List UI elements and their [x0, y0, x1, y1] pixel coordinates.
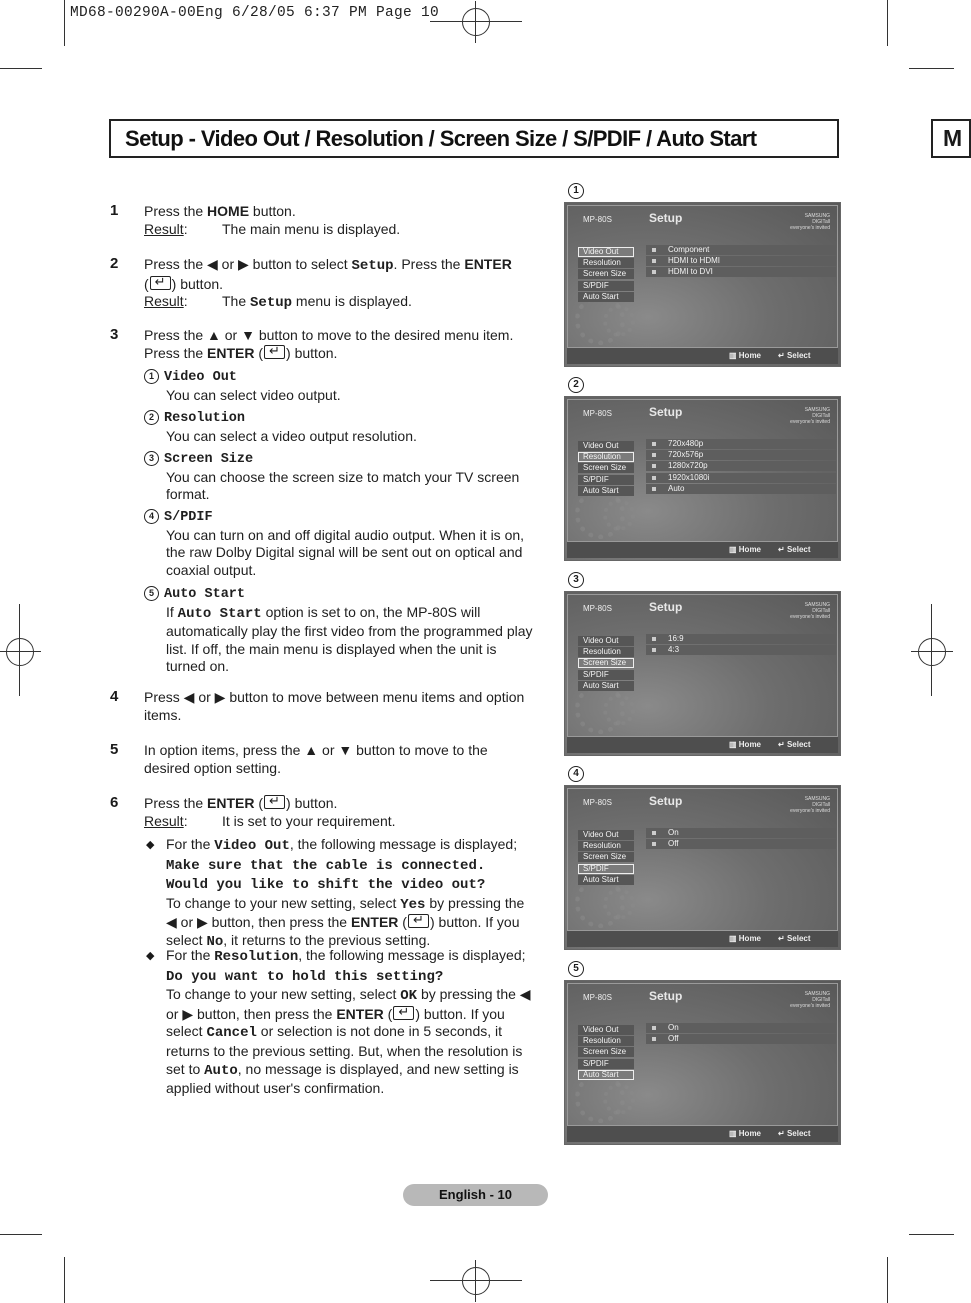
screen-option-item[interactable]: Off [646, 1034, 836, 1044]
screen-menu-item[interactable]: Screen Size [578, 269, 634, 279]
screen-menu-item[interactable]: Screen Size [578, 1047, 634, 1057]
crop-mark [0, 68, 42, 69]
circled-number-icon: 1 [568, 183, 584, 199]
step-number: 6 [110, 794, 119, 811]
screen-model: MP-80S [583, 604, 612, 613]
screen-label [568, 959, 589, 977]
select-hint: ↵ Select [778, 934, 811, 943]
screen-options [646, 828, 836, 850]
print-header: MD68-00290A-00Eng 6/28/05 6:37 PM Page 10 [70, 5, 440, 21]
screen-label [568, 375, 589, 393]
screen-menu [578, 636, 634, 692]
screen-model: MP-80S [583, 215, 612, 224]
screen-option-item[interactable]: 4:3 [646, 645, 836, 655]
screen-menu-item[interactable]: Screen Size [578, 658, 634, 668]
registration-mark [462, 1267, 490, 1295]
screen-menu-item[interactable]: Resolution [578, 647, 634, 657]
circled-number-icon: 4 [568, 766, 584, 782]
screen-menu [578, 830, 634, 886]
crop-mark [909, 68, 954, 69]
home-hint: ▥ Home [729, 934, 762, 943]
next-page-title-box [931, 119, 971, 158]
registration-line [430, 21, 522, 22]
screen-menu-item[interactable]: Auto Start [578, 292, 634, 302]
screen-option-item[interactable]: 720x576p [646, 450, 836, 460]
step-5-text: In option items, press the ▲ or ▼ button to move to the desired option setting. [144, 742, 488, 776]
screen-title: Setup [649, 405, 683, 419]
screen-option-item[interactable]: Auto [646, 484, 836, 494]
crop-mark [909, 1234, 954, 1235]
crop-mark [887, 0, 888, 46]
screen-option-item[interactable]: 1920x1080i [646, 473, 836, 483]
screen-menu-item[interactable]: S/PDIF [578, 281, 634, 291]
setup-menu-screen [564, 202, 841, 367]
screen-label [568, 181, 589, 199]
screen-menu [578, 1025, 634, 1081]
samsung-logo: SAMSUNG DIGITall everyone's invited [790, 407, 830, 425]
screen-option-item[interactable]: HDMI to DVI [646, 267, 836, 277]
step-4-text: Press ◀ or ▶ button to move between menu items and option items. [144, 689, 525, 723]
crop-mark [64, 0, 65, 46]
select-hint: ↵ Select [778, 351, 811, 360]
select-hint: ↵ Select [778, 740, 811, 749]
screen-menu-item[interactable]: S/PDIF [578, 670, 634, 680]
step-2-text: Press the ◀ or ▶ button to select Setup. Press the ENTER (↵ ) button. Result: The Setup menu is displayed. [144, 256, 512, 313]
step-number: 1 [110, 202, 119, 219]
screen-title: Setup [649, 211, 683, 225]
screen-title: Setup [649, 600, 683, 614]
samsung-logo: SAMSUNG DIGITall everyone's invited [790, 213, 830, 231]
screen-menu [578, 441, 634, 497]
screen-menu-item[interactable]: Screen Size [578, 463, 634, 473]
crop-mark [64, 1257, 65, 1303]
screen-menu-item[interactable]: S/PDIF [578, 475, 634, 485]
screen-menu-item[interactable]: Resolution [578, 841, 634, 851]
screen-menu-item[interactable]: Resolution [578, 452, 634, 462]
screen-menu-item[interactable]: Auto Start [578, 681, 634, 691]
screen-menu [578, 247, 634, 303]
screen-footer [567, 347, 838, 364]
step-6-text: Press the ENTER (↵ ) button. Result: It is set to your requirement. [144, 795, 396, 830]
circled-number-icon: 1 [144, 369, 159, 384]
screen-title: Setup [649, 794, 683, 808]
crop-mark [887, 1257, 888, 1303]
samsung-logo: SAMSUNG DIGITall everyone's invited [790, 991, 830, 1009]
step-3-text: Press the ▲ or ▼ button to move to the desired menu item. Press the ENTER (↵ ) button. [144, 327, 513, 362]
bullet-resolution-message: For the Resolution, the following message is displayed; Do you want to hold this setting? To change to your new setting, select OK by pressing the ◀ or ▶ button, then press the ENTER (↵ ) button. If you select Cancel or selection is not done in 5 seconds, it returns to the previous setting. But, when the resolution is set to Auto, no message is displayed, and new setting is applied without user's confirmation. [166, 947, 531, 1098]
option-screen-size: 3 Screen Size You can choose the screen size to match your TV screen format. [144, 449, 519, 504]
screen-menu-item[interactable]: S/PDIF [578, 864, 634, 874]
step-number: 5 [110, 741, 119, 758]
home-hint: ▥ Home [729, 351, 762, 360]
option-resolution: 2 Resolution You can select a video output resolution. [144, 408, 417, 445]
screen-options [646, 634, 836, 656]
screen-footer [567, 736, 838, 753]
step-number: 3 [110, 326, 119, 343]
enter-key-icon [150, 276, 171, 290]
screen-menu-item[interactable]: Video Out [578, 247, 634, 257]
crop-mark [0, 1234, 42, 1235]
page-title: Setup - Video Out / Resolution / Screen Size / S/PDIF / Auto Start [125, 126, 757, 151]
gear-watermark-icon [603, 305, 635, 337]
home-hint: ▥ Home [729, 1129, 762, 1138]
select-hint: ↵ Select [778, 1129, 811, 1138]
setup-menu-screen [564, 785, 841, 950]
screen-menu-item[interactable]: Video Out [578, 830, 634, 840]
gear-watermark-icon [603, 888, 635, 920]
screen-footer [567, 930, 838, 947]
screen-menu-item[interactable]: S/PDIF [578, 1059, 634, 1069]
page-footer [403, 1184, 548, 1206]
screen-footer [567, 1125, 838, 1142]
registration-mark [462, 8, 490, 36]
screen-options [646, 1023, 836, 1045]
screen-menu-item[interactable]: Resolution [578, 1036, 634, 1046]
registration-line [931, 604, 932, 696]
option-video-out: 1 Video Out You can select video output. [144, 367, 341, 404]
screen-option-item[interactable]: On [646, 1023, 836, 1033]
screen-label [568, 570, 589, 588]
circled-number-icon: 3 [144, 451, 159, 466]
circled-number-icon: 5 [144, 586, 159, 601]
screen-footer [567, 541, 838, 558]
screen-menu-item[interactable]: Screen Size [578, 852, 634, 862]
registration-mark [6, 638, 34, 666]
diamond-bullet-icon: ◆ [146, 839, 155, 851]
screen-title: Setup [649, 989, 683, 1003]
registration-mark [918, 638, 946, 666]
screen-label [568, 764, 589, 782]
diamond-bullet-icon: ◆ [146, 950, 155, 962]
enter-key-icon [408, 914, 429, 928]
gear-watermark-icon [603, 499, 635, 531]
option-auto-start: 5 Auto Start If Auto Start option is set to on, the MP-80S will automatically play the first video from the programmed play list. If off, the main menu is displayed when the unit is turned on. [144, 584, 533, 676]
enter-key-icon [393, 1006, 414, 1020]
screen-options [646, 245, 836, 279]
screen-option-item[interactable]: 16:9 [646, 634, 836, 644]
setup-menu-screen [564, 980, 841, 1145]
gear-watermark-icon [603, 1083, 635, 1115]
gear-watermark-icon [603, 694, 635, 726]
screen-menu-item[interactable]: Auto Start [578, 486, 634, 496]
screen-model: MP-80S [583, 798, 612, 807]
screen-menu-item[interactable]: Resolution [578, 258, 634, 268]
home-hint: ▥ Home [729, 740, 762, 749]
screen-option-item[interactable]: Off [646, 839, 836, 849]
step-number: 2 [110, 255, 119, 272]
screen-menu-item[interactable]: Auto Start [578, 875, 634, 885]
select-hint: ↵ Select [778, 545, 811, 554]
screen-options [646, 439, 836, 495]
enter-key-icon [264, 795, 285, 809]
enter-key-icon [264, 345, 285, 359]
screen-option-item[interactable]: On [646, 828, 836, 838]
screen-option-item[interactable]: 720x480p [646, 439, 836, 449]
setup-menu-screen [564, 396, 841, 561]
circled-number-icon: 2 [144, 410, 159, 425]
screen-menu-item[interactable]: Video Out [578, 1025, 634, 1035]
samsung-logo: SAMSUNG DIGITall everyone's invited [790, 602, 830, 620]
screen-model: MP-80S [583, 409, 612, 418]
circled-number-icon: 4 [144, 509, 159, 524]
step-number: 4 [110, 688, 119, 705]
samsung-logo: SAMSUNG DIGITall everyone's invited [790, 796, 830, 814]
step-1-text: Press the HOME button. Result: The main menu is displayed. [144, 203, 401, 237]
page-number: English - 10 [439, 1187, 512, 1202]
circled-number-icon: 5 [568, 961, 584, 977]
screen-option-item[interactable]: 1280x720p [646, 461, 836, 471]
screen-model: MP-80S [583, 993, 612, 1002]
screen-menu-item[interactable]: Video Out [578, 636, 634, 646]
screen-menu-item[interactable]: Auto Start [578, 1070, 634, 1080]
setup-menu-screen [564, 591, 841, 756]
circled-number-icon: 3 [568, 572, 584, 588]
page-title-box [109, 119, 839, 158]
circled-number-icon: 2 [568, 377, 584, 393]
bullet-video-out-message: For the Video Out, the following message is displayed; Make sure that the cable is connected. Would you like to shift the video out? To change to your new setting, select Yes by pressing the ◀ or ▶ button, then press the ENTER (↵ ) button. If you select No, it returns to the previous setting. [166, 836, 524, 952]
next-page-title: M [943, 125, 963, 151]
registration-line [430, 1280, 522, 1281]
screen-option-item[interactable]: HDMI to HDMI [646, 256, 836, 266]
option-spdif: 4 S/PDIF You can turn on and off digital audio output. When it is on, the raw Dolby Digital signal will be sent out on optical and coaxial output. [144, 507, 524, 579]
screen-menu-item[interactable]: Video Out [578, 441, 634, 451]
screen-option-item[interactable]: Component [646, 245, 836, 255]
home-hint: ▥ Home [729, 545, 762, 554]
registration-line [19, 604, 20, 696]
